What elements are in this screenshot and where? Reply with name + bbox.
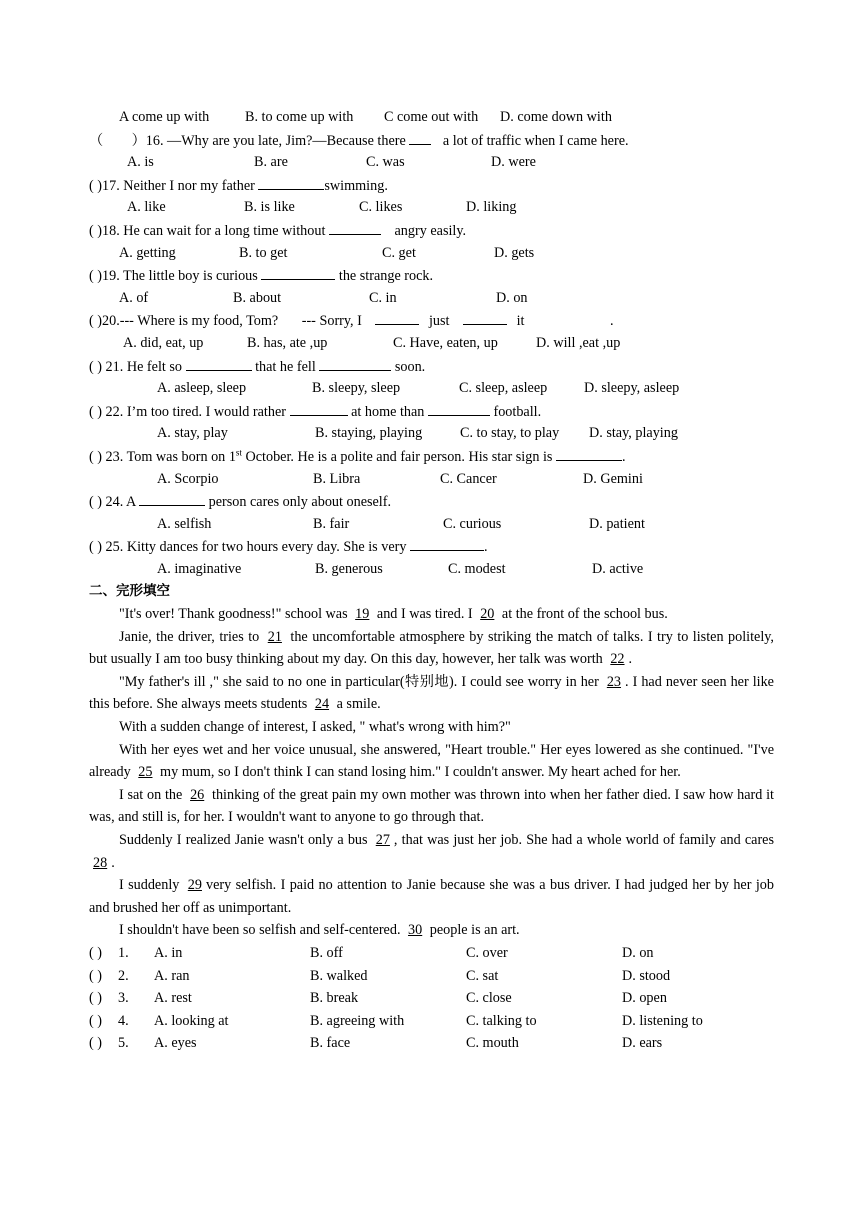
question-24 [89, 490, 774, 513]
option-c: C. sleep, asleep [459, 380, 548, 397]
question-stem-end: . [621, 448, 626, 465]
option-a: A. selfish [157, 515, 212, 532]
blank-28: 28 [93, 854, 108, 871]
question-stem-end: . [610, 313, 614, 330]
answer-paren: ( ) [89, 177, 102, 194]
question-19 [89, 264, 774, 287]
option-d: D. sleepy, asleep [584, 380, 680, 397]
option-a: A. did, eat, up [123, 334, 204, 351]
blank-20: 20 [480, 606, 495, 623]
answer-blank [258, 174, 324, 190]
question-25 [89, 535, 774, 558]
answer-paren: ( ) [89, 268, 102, 285]
option-c: C. sat [466, 967, 499, 984]
passage-paragraph-7: Suddenly I realized Janie wasn't only a bus 27 , that was just her job. She had a whole world of family and cares 28 . [89, 829, 774, 874]
question-stem-end: the strange rock. [338, 268, 434, 285]
option-c: C. Have, eaten, up [393, 334, 498, 351]
question-24-options [89, 513, 774, 536]
worksheet-page [89, 106, 774, 1055]
answer-paren: ( ) [89, 1012, 102, 1029]
question-number: 4. [118, 1012, 129, 1029]
answer-paren: ( ) [89, 358, 102, 375]
question-stem: 22. I’m too tired. I would rather [105, 403, 286, 420]
passage-paragraph-2: Janie, the driver, tries to 21 the uncomfortable atmosphere by striking the match of talks. I try to listen politely, but usually I am too busy thinking about my day. On this day, however, her talk was worth 22 . [89, 628, 774, 668]
passage-paragraph-3: "My father's ill ," she said to no one in particular(特别地). I could see worry in her 23 . I had never seen her like this before. She always meets students 24 a smile. [89, 673, 774, 713]
question-17 [89, 174, 774, 197]
answer-blank [410, 535, 484, 551]
question-22 [89, 400, 774, 423]
option-d: D. open [622, 990, 667, 1007]
blank-24: 24 [314, 696, 330, 713]
passage-paragraph-6: I sat on the 26 thinking of the great pain my own mother was thrown into when her father died. I saw how hard it was, and still is, for her. I wouldn't want to anyone to go through that. [89, 786, 774, 826]
answer-paren: ( ) [89, 539, 102, 556]
blank-19: 19 [355, 606, 370, 623]
answer-paren: ( ) [89, 222, 102, 239]
answer-blank [290, 400, 348, 416]
question-number: 3. [118, 990, 129, 1007]
option-b: B. walked [310, 967, 368, 984]
answer-paren: ( ) [89, 403, 102, 420]
question-stem: 18. He can wait for a long time without [102, 222, 326, 239]
answer-blank [186, 355, 252, 371]
question-stem: 17. Neither I nor my father [102, 177, 255, 194]
question-20 [89, 309, 774, 332]
blank-27: 27 [375, 832, 390, 848]
question-16 [89, 129, 774, 152]
option-a: A. getting [119, 244, 176, 261]
question-stem: 24. A [105, 494, 136, 511]
question-stem-end: swimming. [324, 177, 388, 194]
cloze-question-3 [89, 987, 774, 1010]
question-stem-end: football. [493, 403, 542, 420]
answer-paren: ( ) [89, 990, 102, 1007]
option-b: B. face [310, 1035, 351, 1052]
option-b: B. break [310, 990, 359, 1007]
blank-29: 29 [187, 877, 202, 894]
option-c: C. to stay, to play [460, 425, 560, 442]
answer-paren: ( ) [89, 494, 102, 511]
passage-paragraph-5: With her eyes wet and her voice unusual, she answered, "Heart trouble." Her eyes lowered as she continued. "I've already 25 my mum, so I don't think I can stand losing him." I couldn't answer. My heart ached for her. [89, 741, 774, 781]
answer-blank [319, 355, 391, 371]
option-d: D. on [622, 944, 654, 961]
question-16-options [89, 151, 774, 174]
question-stem-mid: at home than [351, 403, 425, 420]
option-d: D. liking [466, 199, 517, 216]
option-d: D. gets [494, 244, 535, 261]
question-25-options [89, 558, 774, 581]
option-b: B. Libra [313, 470, 361, 487]
option-b: B. to get [239, 244, 288, 261]
question-21-options [89, 377, 774, 400]
question-stem-end: angry easily. [394, 222, 467, 239]
option-a: A. looking at [154, 1012, 229, 1029]
question-stem: 19. The little boy is curious [102, 268, 258, 285]
option-a: A. ran [154, 967, 190, 984]
option-c: C. likes [359, 199, 403, 216]
option-c: C. modest [448, 560, 506, 577]
question-stem-mid: October. He is a polite and fair person. His star sign is [245, 448, 553, 465]
answer-paren: ( ) [89, 944, 102, 961]
option-d: D. come down with [500, 109, 612, 125]
answer-blank [409, 129, 431, 145]
passage-paragraph-4: With a sudden change of interest, I asked, " what's wrong with him?" [119, 719, 511, 736]
option-b: B. off [310, 944, 343, 961]
answer-paren: ( ) [89, 313, 102, 330]
option-c: C. get [382, 244, 416, 261]
option-a: A. is [127, 154, 154, 171]
option-c: C. close [466, 990, 512, 1007]
answer-paren: ( ) [89, 1035, 102, 1052]
question-22-options [89, 422, 774, 445]
option-b: B. staying, playing [315, 425, 423, 442]
question-stem-mid: --- Sorry, I [301, 313, 362, 330]
blank-23: 23 [606, 673, 622, 690]
option-c: C come out with [384, 109, 479, 125]
answer-blank [556, 445, 622, 461]
passage-paragraph-1: "It's over! Thank goodness!" school was 19 and I was tired. I 20 at the front of the school bus. [119, 606, 668, 623]
question-number: 5. [118, 1035, 129, 1052]
section-heading-cloze: 二、完形填空 [89, 583, 170, 600]
cloze-question-1 [89, 942, 774, 965]
question-number: 2. [118, 967, 129, 984]
blank-22: 22 [610, 651, 625, 668]
option-d: D. listening to [622, 1012, 703, 1029]
option-c: C. curious [443, 515, 502, 532]
question-20-options [89, 332, 774, 355]
question-number: 1. [118, 944, 129, 961]
option-a: A. like [127, 199, 166, 216]
question-stem-mid: just [428, 313, 450, 330]
option-a: A. in [154, 944, 183, 961]
option-b: B. agreeing with [310, 1012, 405, 1029]
question-stem-mid: that he fell [255, 358, 316, 375]
option-d: D. were [491, 154, 536, 171]
answer-paren: ( ) [89, 967, 102, 984]
passage-paragraph-8: I suddenly 29 very selfish. I paid no attention to Janie because she was a bus driver. I had judged her by her job and brushed her off as unimportant. [89, 877, 774, 916]
answer-blank [463, 309, 507, 325]
option-d: D. stood [622, 967, 671, 984]
question-stem-end: . [483, 539, 488, 556]
option-a: A. Scorpio [157, 470, 219, 487]
answer-blank [261, 264, 335, 280]
option-c: C. over [466, 944, 508, 961]
option-c: C. talking to [466, 1012, 537, 1029]
option-a: A. rest [154, 990, 192, 1007]
blank-25: 25 [138, 764, 153, 781]
cloze-question-2 [89, 965, 774, 988]
option-d: D. Gemini [583, 470, 643, 487]
answer-blank [139, 490, 205, 506]
option-b: B. generous [315, 560, 383, 577]
option-b: B. to come up with [245, 109, 354, 125]
blank-21: 21 [267, 628, 282, 645]
question-17-options [89, 196, 774, 219]
option-d: D. patient [589, 515, 645, 532]
option-d: D. on [496, 289, 528, 306]
question-stem: 16. —Why are you late, Jim?—Because there [145, 132, 406, 149]
option-d: D. ears [622, 1035, 663, 1052]
question-18-options [89, 242, 774, 265]
question-stem: 20.--- Where is my food, Tom? [102, 313, 279, 330]
question-stem-mid: it [516, 313, 525, 330]
option-a: A. imaginative [157, 560, 242, 577]
ordinal-suffix: st [235, 447, 242, 458]
answer-paren: ( ) [89, 448, 102, 465]
question-21 [89, 355, 774, 378]
question-23 [89, 445, 774, 468]
question-stem-end: soon. [394, 358, 426, 375]
option-b: B. sleepy, sleep [312, 380, 401, 397]
option-c: C. Cancer [440, 470, 497, 487]
option-d: D. stay, playing [589, 425, 678, 442]
option-a: A. eyes [154, 1035, 197, 1052]
option-d: D. active [592, 560, 644, 577]
cloze-question-4 [89, 1010, 774, 1033]
question-stem: 23. Tom was born on 1 [105, 448, 236, 465]
option-c: C. in [369, 289, 397, 306]
option-a: A. asleep, sleep [157, 380, 247, 397]
option-b: B. has, ate ,up [247, 334, 328, 351]
cloze-question-5 [89, 1032, 774, 1055]
answer-blank [375, 309, 419, 325]
question-stem: 25. Kitty dances for two hours every day. She is very [105, 539, 407, 556]
option-b: B. fair [313, 515, 350, 532]
question-15-options [89, 106, 774, 129]
option-d: D. will ,eat ,up [536, 334, 621, 351]
question-23-options [89, 468, 774, 491]
blank-26: 26 [190, 786, 205, 803]
option-a: A. stay, play [157, 425, 228, 442]
question-stem-end: a lot of traffic when I came here. [442, 132, 629, 149]
question-stem: 21. He felt so [105, 358, 182, 375]
blank-30: 30 [408, 922, 423, 939]
option-b: B. is like [244, 199, 295, 216]
option-a: A. of [119, 289, 149, 306]
option-b: B. are [254, 154, 288, 171]
question-18 [89, 219, 774, 242]
option-b: B. about [233, 289, 282, 306]
passage-paragraph-9: I shouldn't have been so selfish and self-centered. 30 people is an art. [119, 922, 520, 939]
question-stem-end: person cares only about oneself. [208, 494, 392, 511]
option-c: C. mouth [466, 1035, 519, 1052]
answer-blank [329, 219, 381, 235]
answer-blank [428, 400, 490, 416]
question-19-options [89, 287, 774, 310]
option-a: A come up with [119, 109, 210, 125]
answer-paren: （ ） [89, 132, 146, 149]
option-c: C. was [366, 154, 405, 171]
